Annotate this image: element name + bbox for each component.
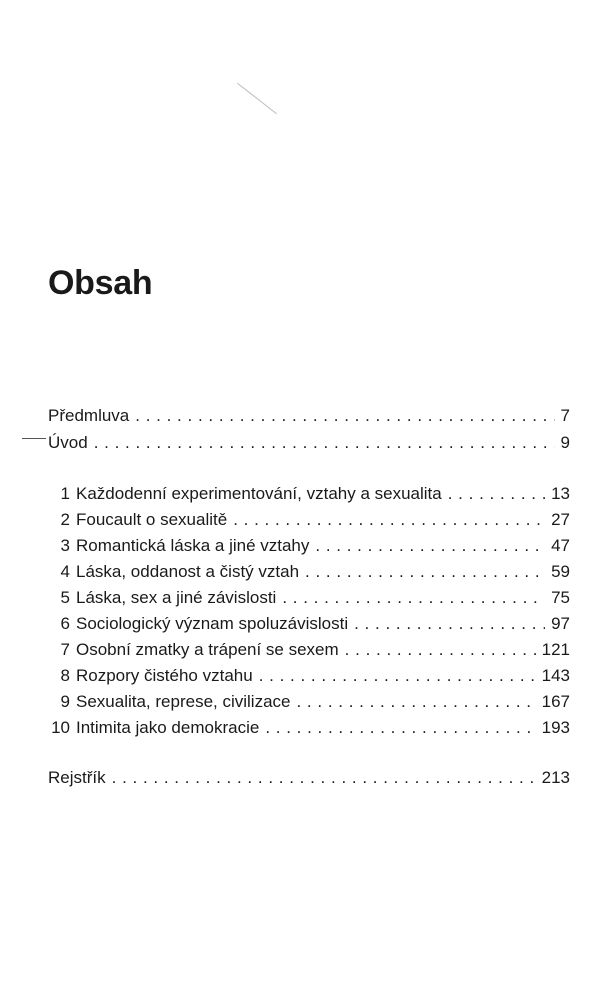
chapter-title: Každodenní experimentování, vztahy a sexualita [76,484,442,503]
chapter-page: 97 [551,614,570,633]
dot-leader [259,666,536,686]
chapter-title: Osobní zmatky a trápení se sexem [76,640,339,659]
chapter-number: 9 [60,692,70,711]
chapter-page: 167 [541,692,570,711]
toc-chapter-7 [48,640,570,660]
chapter-title: Romantická láska a jiné vztahy [76,536,310,555]
chapter-page: 193 [541,718,570,737]
chapter-page: 59 [551,562,570,581]
scan-mark [22,438,46,439]
dot-leader [233,510,545,530]
chapter-title: Sociologický význam spoluzávislosti [76,614,349,633]
chapter-title: Sexualita, represe, civilizace [76,692,291,711]
toc-chapter-3 [48,536,570,556]
toc-chapter-5 [48,588,570,608]
chapter-page: 13 [551,484,570,503]
chapter-number: 3 [60,536,70,555]
chapter-page: 143 [541,666,570,685]
chapter-number: 5 [60,588,70,607]
toc-entry-page: 9 [560,433,570,452]
dot-leader [305,562,545,582]
toc-entry-rejstrik [48,768,570,788]
chapter-page: 121 [541,640,570,659]
dot-leader [282,588,545,608]
toc-entry-uvod [48,433,570,453]
chapter-number: 2 [60,510,70,529]
chapter-number: 7 [60,640,70,659]
chapter-number: 1 [60,484,70,503]
chapter-title: Foucault o sexualitě [76,510,228,529]
chapter-page: 27 [551,510,570,529]
dot-leader [354,614,545,634]
toc-chapter-2 [48,510,570,530]
chapter-page: 47 [551,536,570,555]
toc-entry-label: Úvod [48,433,88,452]
toc-chapter-4 [48,562,570,582]
chapter-title: Intimita jako demokracie [76,718,260,737]
toc-chapter-10 [48,718,570,738]
dot-leader [345,640,536,660]
chapter-number: 8 [60,666,70,685]
chapter-number: 6 [60,614,70,633]
dot-leader [135,406,554,426]
toc-entry-page: 7 [560,406,570,425]
dot-leader [315,536,545,556]
chapter-number: 4 [60,562,70,581]
dot-leader [296,692,535,712]
chapter-number: 10 [51,718,70,737]
toc-chapter-9 [48,692,570,712]
toc-chapter-6 [48,614,570,634]
dot-leader [112,768,536,788]
toc-entry-label: Předmluva [48,406,130,425]
page-title: Obsah [48,264,153,302]
toc-entry-label: Rejstřík [48,768,106,787]
chapter-page: 75 [551,588,570,607]
toc-chapter-1 [48,484,570,504]
dot-leader [265,718,535,738]
scan-mark [237,83,277,115]
dot-leader [94,433,555,453]
toc-entry-predmluva [48,406,570,426]
chapter-title: Láska, sex a jiné závislosti [76,588,277,607]
chapter-title: Rozpory čistého vztahu [76,666,253,685]
toc-chapter-8 [48,666,570,686]
toc-entry-page: 213 [541,768,570,787]
chapter-title: Láska, oddanost a čistý vztah [76,562,300,581]
dot-leader [448,484,545,504]
